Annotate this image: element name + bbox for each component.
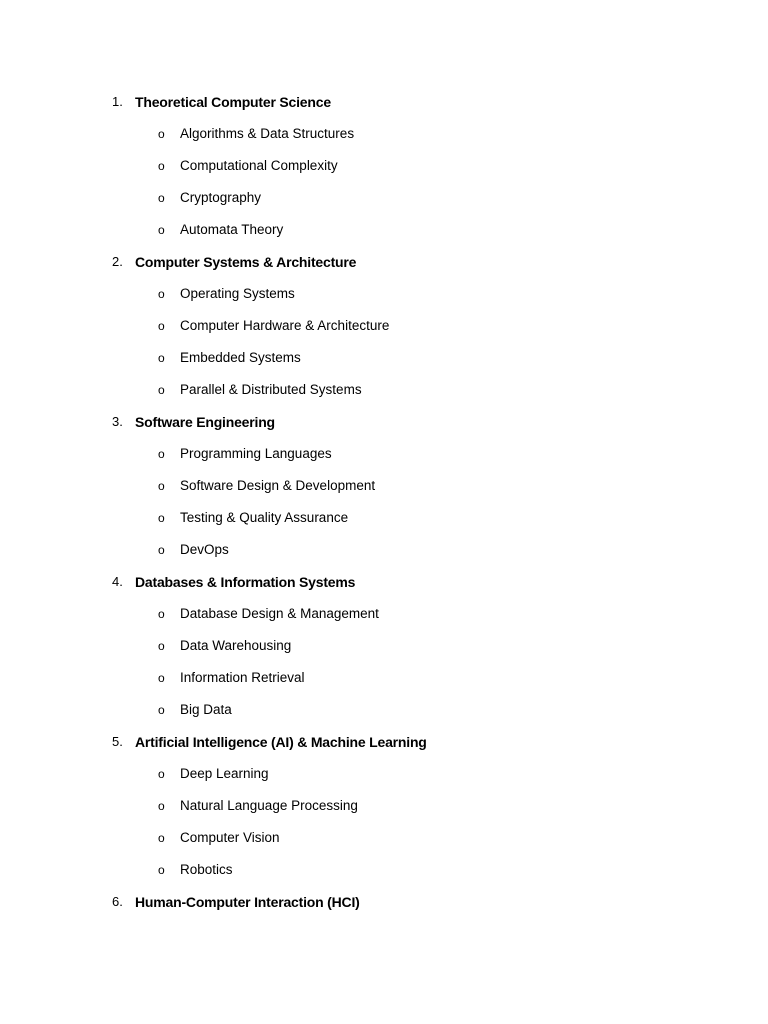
outline-subitem [0,790,768,822]
outline-subitem [0,374,768,406]
subitem-label: Computer Hardware & Architecture [180,318,390,333]
subitem-label: Automata Theory [180,222,284,237]
bullet-icon: o [158,511,165,525]
subitem-label: Robotics [180,862,233,877]
outline-subitem [0,278,768,310]
outline-subitem [0,534,768,566]
bullet-icon: o [158,127,165,141]
outline-subitem [0,214,768,246]
bullet-icon: o [158,351,165,365]
outline-section [0,726,768,758]
section-number: 3. [112,414,123,429]
outline-section [0,86,768,118]
section-title: Artificial Intelligence (AI) & Machine Learning [135,734,427,750]
bullet-icon: o [158,607,165,621]
bullet-icon: o [158,287,165,301]
section-number: 1. [112,94,123,109]
bullet-icon: o [158,799,165,813]
section-title: Theoretical Computer Science [135,94,331,110]
outline-subitem [0,342,768,374]
subitem-label: Natural Language Processing [180,798,358,813]
subitem-label: Testing & Quality Assurance [180,510,349,525]
subitem-label: Software Design & Development [180,478,376,493]
bullet-icon: o [158,479,165,493]
bullet-icon: o [158,863,165,877]
section-title: Computer Systems & Architecture [135,254,357,270]
outline-subitem [0,662,768,694]
bullet-icon: o [158,383,165,397]
subitem-label: Data Warehousing [180,638,292,653]
section-number: 2. [112,254,123,269]
bullet-icon: o [158,319,165,333]
outline-subitem [0,118,768,150]
bullet-icon: o [158,703,165,717]
outline-subitem [0,182,768,214]
subitem-label: Information Retrieval [180,670,305,685]
outline-subitem [0,438,768,470]
outline-subitem [0,694,768,726]
outline-subitem [0,822,768,854]
subitem-label: Big Data [180,702,232,717]
subitem-label: Cryptography [180,190,262,205]
subitem-label: Embedded Systems [180,350,301,365]
outline-subitem [0,150,768,182]
subitem-label: Deep Learning [180,766,269,781]
bullet-icon: o [158,447,165,461]
bullet-icon: o [158,639,165,653]
subitem-label: DevOps [180,542,229,557]
outline-section [0,566,768,598]
outline-subitem [0,630,768,662]
section-title: Software Engineering [135,414,275,430]
subitem-label: Parallel & Distributed Systems [180,382,362,397]
outline-section [0,246,768,278]
section-number: 4. [112,574,123,589]
section-title: Human-Computer Interaction (HCI) [135,894,360,910]
numbered-outline [0,86,768,918]
outline-subitem [0,310,768,342]
bullet-icon: o [158,223,165,237]
subitem-label: Programming Languages [180,446,332,461]
subitem-label: Computational Complexity [180,158,338,173]
bullet-icon: o [158,831,165,845]
outline-subitem [0,854,768,886]
bullet-icon: o [158,543,165,557]
outline-subitem [0,598,768,630]
section-number: 5. [112,734,123,749]
outline-subitem [0,502,768,534]
subitem-label: Database Design & Management [180,606,379,621]
section-number: 6. [112,894,123,909]
outline-section [0,886,768,918]
section-title: Databases & Information Systems [135,574,356,590]
subitem-label: Computer Vision [180,830,280,845]
outline-section [0,406,768,438]
outline-subitem [0,470,768,502]
subitem-label: Operating Systems [180,286,295,301]
bullet-icon: o [158,671,165,685]
bullet-icon: o [158,159,165,173]
bullet-icon: o [158,767,165,781]
subitem-label: Algorithms & Data Structures [180,126,355,141]
bullet-icon: o [158,191,165,205]
outline-subitem [0,758,768,790]
